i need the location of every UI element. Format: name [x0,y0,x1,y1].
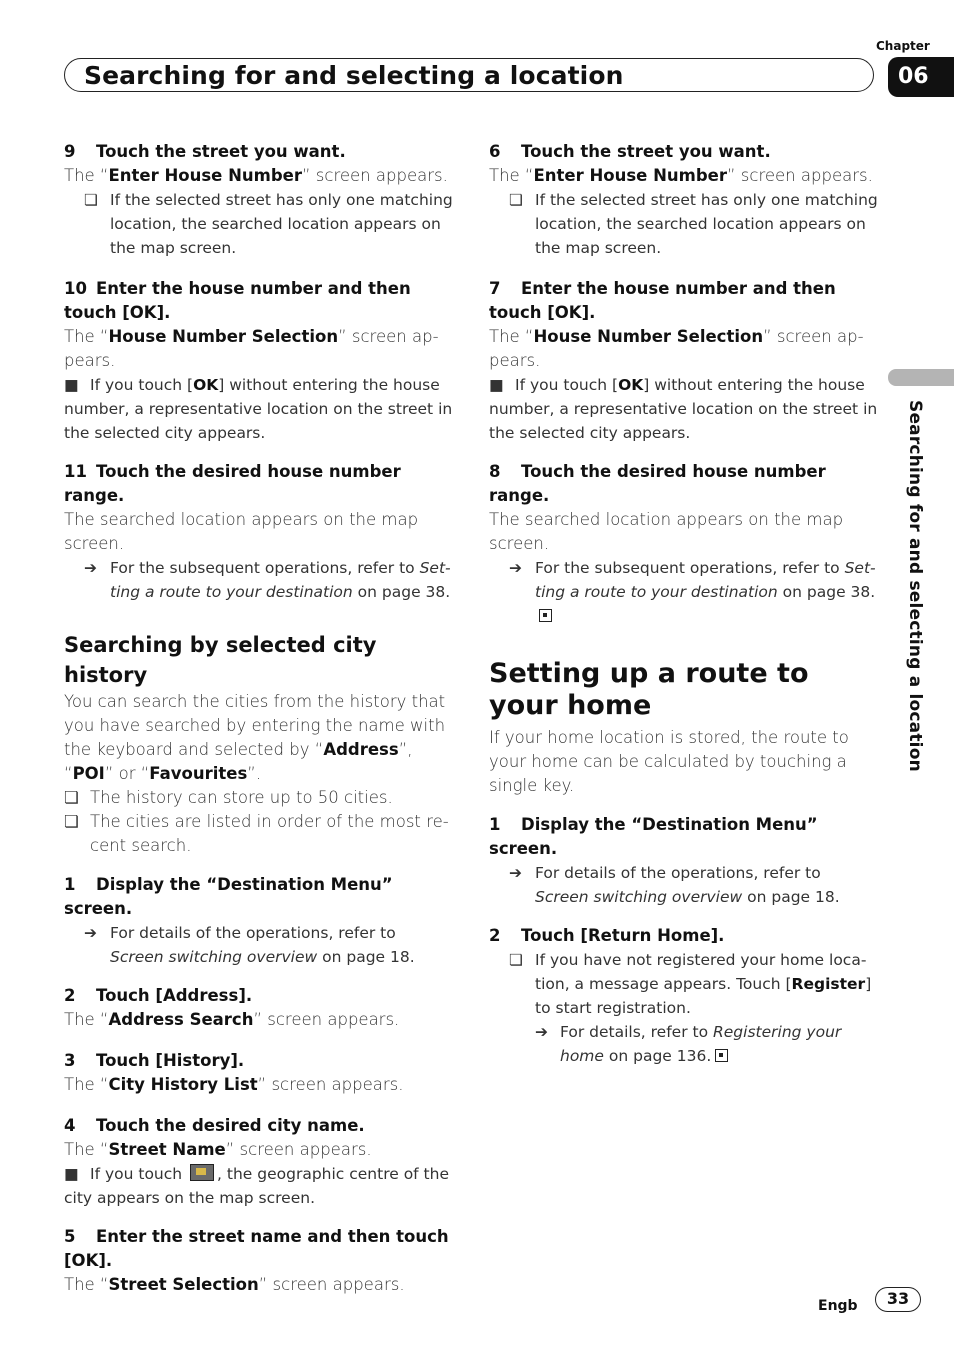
checkbox-icon: ❏ [64,812,79,831]
map-icon [190,1164,214,1181]
step-4-note: ■ If you touch , the geographic centre of the city appears on the map screen. [64,1162,454,1210]
checkbox-icon: ❏ [509,191,523,209]
step-10-desc: The “House Number Selection” screen ap-pears. [64,327,439,370]
step-2: 2 Touch [Address]. [64,986,253,1005]
step-9: 9 Touch the street you want. [64,142,346,161]
end-mark-icon [539,609,552,622]
step-7: 7 Enter the house number and then touch [OK]. [489,279,836,322]
step-1-ref: ➔ For details of the operations, refer to Screen switching overview on page 18. [64,921,454,969]
chapter-label: Chapter [876,39,930,53]
step-4-desc: The “Street Name” screen appears. [64,1140,372,1159]
checkbox-icon: ❏ [509,951,523,969]
section-heading-city-history: Searching by selected city history [64,633,377,687]
step-8: 8 Touch the desired house number range. [489,462,826,505]
step-4: 4 Touch the desired city name. [64,1116,365,1135]
square-bullet-icon: ■ [64,1165,79,1183]
history-note-1: ❏ The history can store up to 50 cities. [64,786,454,810]
square-bullet-icon: ■ [489,376,504,394]
step-7-desc: The “House Number Selection” screen ap-pears. [489,327,864,370]
left-column [64,140,454,1297]
return-home-intro: If your home location is stored, the route to your home can be calculated by touching a single key. [489,728,849,795]
side-tab-marker [888,369,954,386]
footer-language: Engb [818,1298,858,1314]
step-10-note: ■ If you touch [OK] without entering the house number, a representative location on the street in the selected city appears. [64,373,454,445]
step-11-ref: ➔ For the subsequent operations, refer to Set-ting a route to your destination on page 38. [64,556,454,604]
chapter-title: Searching for and selecting a location [84,61,624,90]
arrow-icon: ➔ [509,559,522,577]
step-r2-ref: ➔ For details, refer to Registering your home on page 136. [489,1020,879,1068]
step-7-note: ■ If you touch [OK] without entering the house number, a representative location on the street in the selected city appears. [489,373,879,445]
step-2-desc: The “Address Search” screen appears. [64,1010,400,1029]
checkbox-icon: ❏ [84,191,98,209]
step-r2: 2 Touch [Return Home]. [489,926,725,945]
step-11: 11 Touch the desired house number range. [64,462,401,505]
end-mark-icon [715,1049,728,1062]
chapter-number: 06 [888,57,954,97]
step-1: 1 Display the “Destination Menu” screen. [64,875,393,918]
arrow-icon: ➔ [84,924,97,942]
side-tab-text: Searching for and selecting a location [905,400,925,772]
step-5: 5 Enter the street name and then touch [OK]. [64,1227,449,1270]
arrow-icon: ➔ [509,864,522,882]
step-5-desc: The “Street Selection” screen appears. [64,1275,405,1294]
step-11-desc: The searched location appears on the map screen. [64,510,419,553]
step-r2-note: ❏ If you have not registered your home loca-tion, a message appears. Touch [Register] to start registration. [489,948,879,1020]
step-6-desc: The “Enter House Number” screen appears. [489,166,873,185]
square-bullet-icon: ■ [64,376,79,394]
checkbox-icon: ❏ [64,788,79,807]
step-6: 6 Touch the street you want. [489,142,771,161]
arrow-icon: ➔ [84,559,97,577]
step-3: 3 Touch [History]. [64,1051,245,1070]
step-10: 10 Enter the house number and then touch [OK]. [64,279,411,322]
step-6-note: ❏ If the selected street has only one matching location, the searched location appears on the map screen. [489,188,879,260]
right-column [489,140,879,1068]
step-9-desc: The “Enter House Number” screen appears. [64,166,448,185]
arrow-icon: ➔ [535,1023,548,1041]
section-heading-return-home: Setting up a route to your home [489,658,809,721]
step-3-desc: The “City History List” screen appears. [64,1075,404,1094]
page-number: 33 [875,1287,921,1312]
step-8-ref: ➔ For the subsequent operations, refer to Set-ting a route to your destination on page 38. [489,556,879,628]
step-8-desc: The searched location appears on the map screen. [489,510,844,553]
history-note-2: ❏ The cities are listed in order of the most re-cent search. [64,812,449,855]
step-r1-ref: ➔ For details of the operations, refer to Screen switching overview on page 18. [489,861,879,909]
step-9-note: ❏ If the selected street has only one matching location, the searched location appears on the map screen. [64,188,454,260]
section-intro: You can search the cities from the history that you have searched by entering the name with the keyboard and selected by “Address”, “POI” or “Favourites”. [64,692,446,783]
step-r1: 1 Display the “Destination Menu” screen. [489,815,818,858]
